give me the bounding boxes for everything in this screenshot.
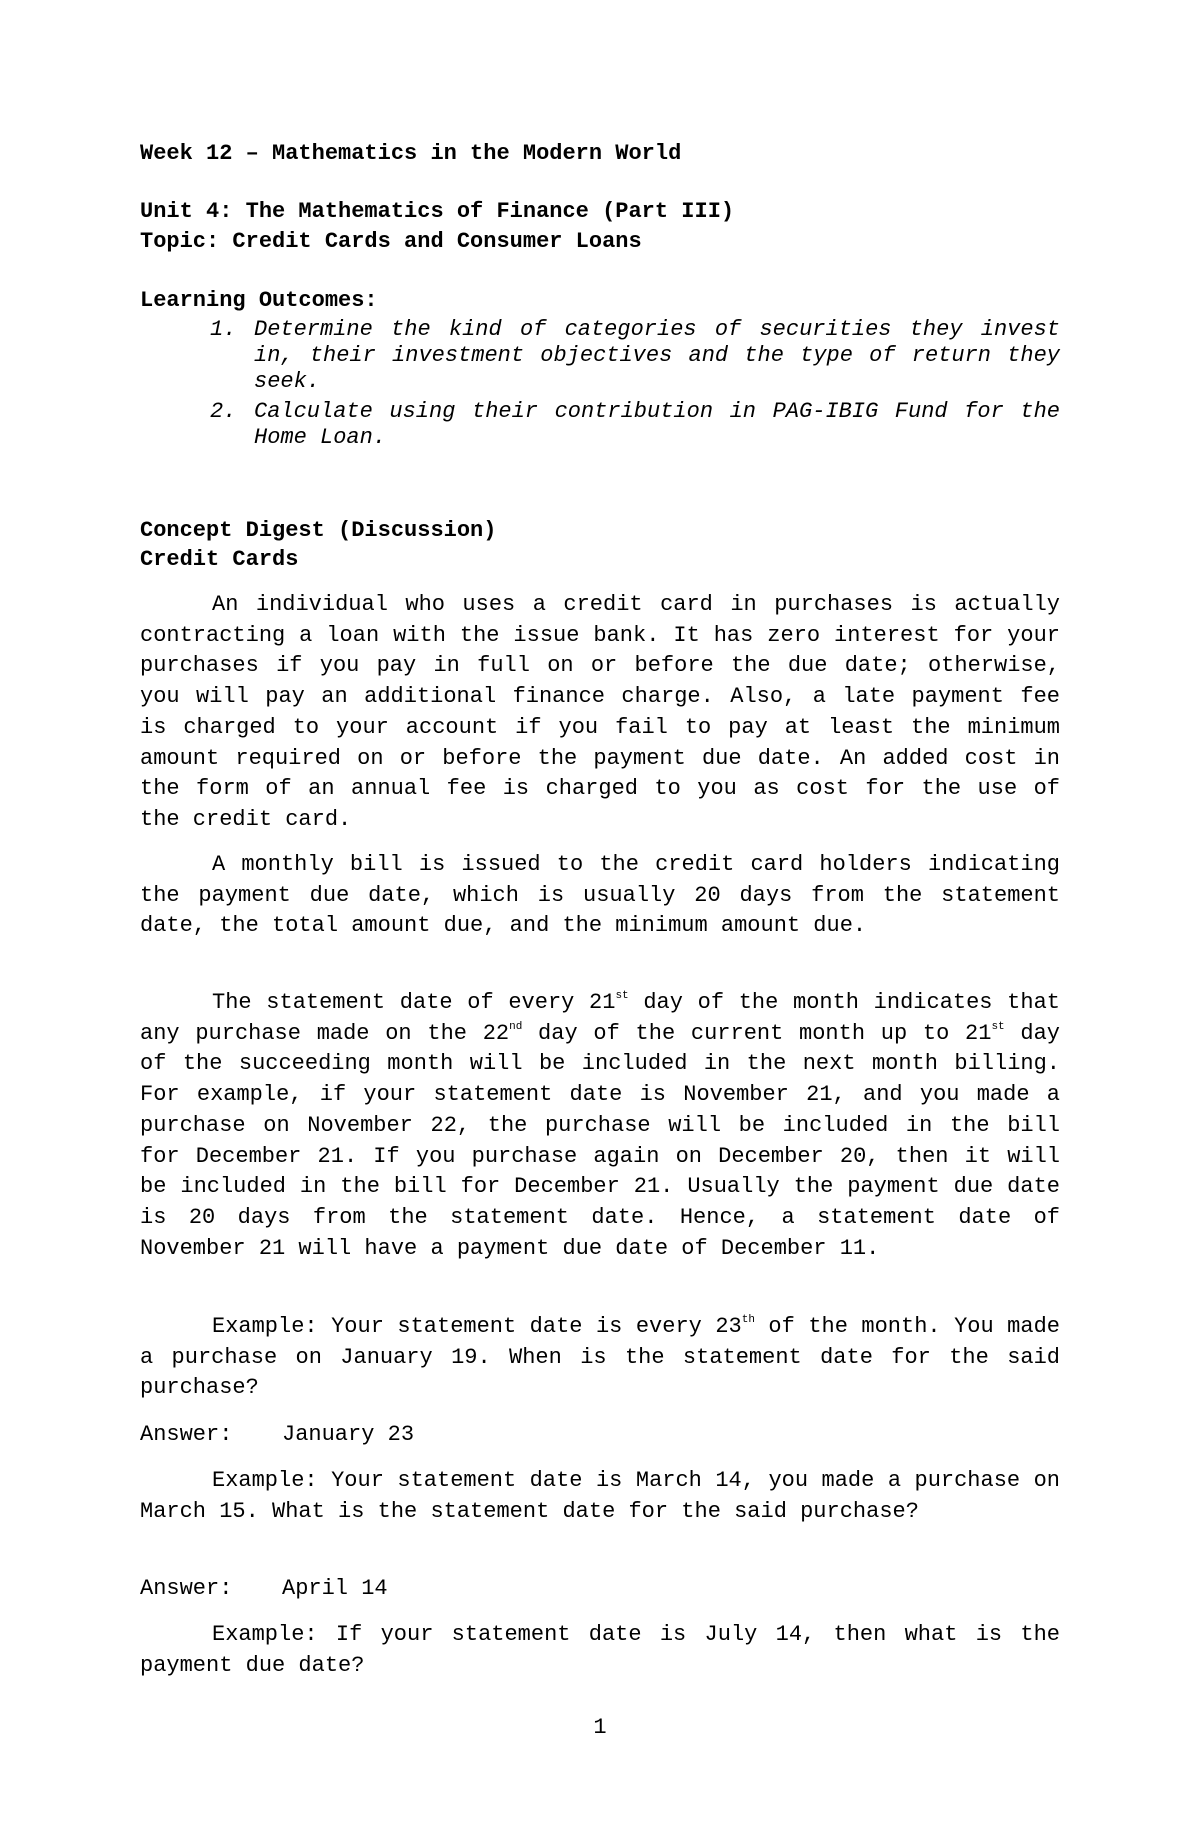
topic-title: Topic: Credit Cards and Consumer Loans [140, 229, 642, 254]
example-3: Example: If your statement date is July 14, then what is the payment due date? [140, 1622, 1060, 1678]
example-2: Example: Your statement date is March 14, you made a purchase on March 15. What is the statement date for the said purchase? [140, 1468, 1060, 1524]
learning-outcome-item [210, 317, 1060, 395]
concept-digest-heading: Concept Digest (Discussion) [140, 518, 497, 543]
answer-value: January 23 [282, 1422, 415, 1447]
outcome-text: Determine the kind of categories of securities they invest in, their investment objectives and the type of return they seek. [254, 317, 1060, 394]
week-title: Week 12 – Mathematics in the Modern World [140, 141, 682, 166]
outcome-number: 2. [210, 399, 237, 424]
page-number: 1 [593, 1715, 607, 1740]
learning-outcomes-list [210, 317, 1060, 455]
answer-2 [140, 1574, 1060, 1605]
outcome-text: Calculate using their contribution in PAG-IBIG Fund for the Home Loan. [254, 399, 1060, 450]
credit-cards-heading: Credit Cards [140, 547, 299, 572]
answer-1 [140, 1420, 1060, 1451]
outcome-number: 1. [210, 317, 237, 342]
paragraph-monthly-bill: A monthly bill is issued to the credit card holders indicating the payment due date, which is usually 20 days from the statement date, the total amount due, and the minimum amount due. [140, 852, 1060, 939]
paragraph-credit-card-loan: An individual who uses a credit card in purchases is actually contracting a loan with the issue bank. It has zero interest for your purchases if you pay in full on or before the due date; otherwise, you will pay an additional finance charge. Also, a late payment fee is charged to your account if you fail to pay at least the minimum amount required on or before the payment due date. An added cost in the form of an annual fee is charged to you as cost for the use of the credit card. [140, 592, 1060, 832]
learning-outcome-item [210, 399, 1060, 451]
example-1: Example: Your statement date is every 23th of the month. You made a purchase on January 19. When is the statement date for the said purchase? [140, 1314, 1060, 1401]
unit-title: Unit 4: The Mathematics of Finance (Part III) [140, 199, 735, 224]
learning-outcomes-heading: Learning Outcomes: [140, 288, 378, 313]
answer-label: Answer: [140, 1422, 233, 1447]
answer-value: April 14 [282, 1576, 388, 1601]
answer-label: Answer: [140, 1576, 233, 1601]
paragraph-statement-date: The statement date of every 21st day of the month indicates that any purchase made on the 22nd day of the current month up to 21st day of the succeeding month will be included in the next month billing. For example, if your statement date is November 21, and you made a purchase on November 22, the purchase will be included in the bill for December 21. If you purchase again on December 20, then it will be included in the bill for December 21. Usually the payment due date is 20 days from the statement date. Hence, a statement date of November 21 will have a payment due date of December 11. [140, 990, 1060, 1261]
